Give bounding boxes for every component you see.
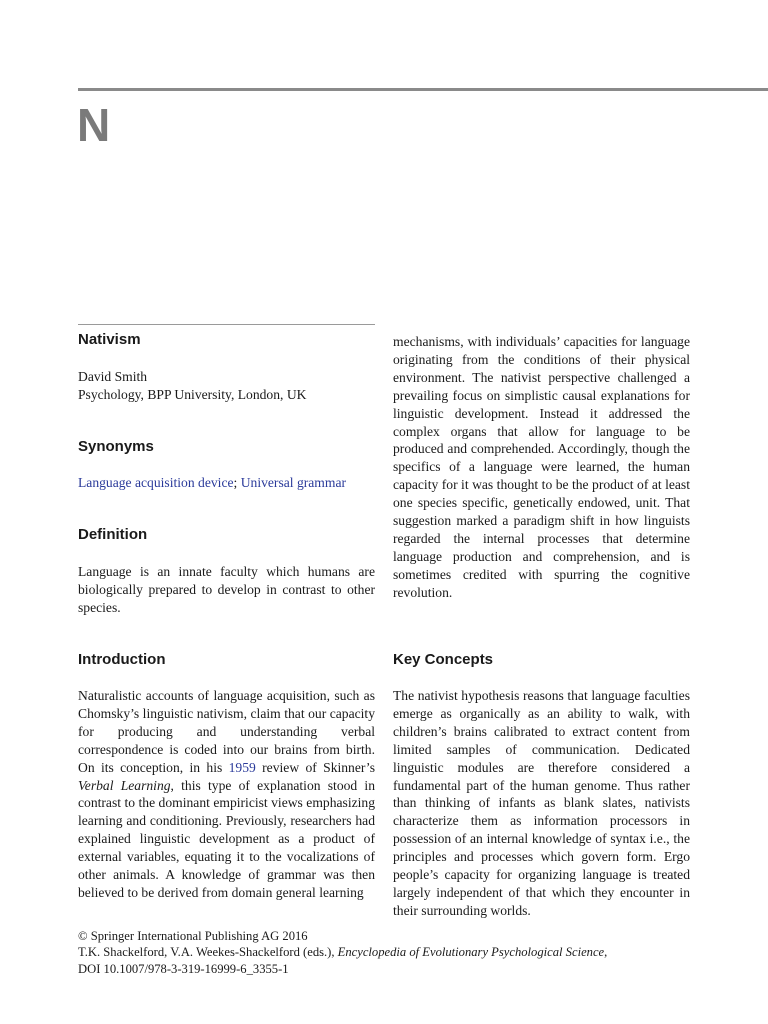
citation-suffix: , — [604, 945, 608, 960]
citation-line — [78, 944, 758, 960]
intro-text-part3: , this type of explanation stood in contrast to the dominant empiricist views emphasizing learning and conditioning. Previously, researchers had explained linguistic development as a product of external variables, equating it to the vocalizations of other animals. A knowledge of grammar was then believed to be derived from domain general learning — [78, 777, 375, 900]
definition-heading: Definition — [78, 526, 148, 543]
citation-book-title: Encyclopedia of Evolutionary Psychological Science — [337, 945, 605, 960]
reference-link-1959[interactable]: 1959 — [228, 759, 256, 775]
entry-title: Nativism — [78, 331, 141, 348]
citation-editors: T.K. Shackelford, V.A. Weekes-Shackelford (eds.), — [78, 945, 338, 960]
doi-line: DOI 10.1007/978-3-319-16999-6_3355-1 — [78, 961, 289, 976]
author-affiliation: Psychology, BPP University, London, UK — [78, 387, 307, 402]
author-name: David Smith — [78, 369, 148, 384]
synonyms-heading: Synonyms — [78, 438, 154, 455]
synonym-link-ug[interactable]: Universal grammar — [240, 475, 347, 490]
intro-text-part2: review of Skinner’s — [255, 759, 375, 775]
continuation-text: mechanisms, with individuals’ capacities for language originating from the conditions of their physical environment. The nativist perspective challenged a prevailing focus on simplistic causal explanations for linguistic development. Instead it addressed the complex organs that allow for language to be produced and comprehended. Accordingly, though the specifics of a language were learned, the human capacity for it was thought to be the product of at least one species specific, genetically endowed, unit. That suggestion marked a paradigm shift in how linguists regarded the internal processes that determine language production and comprehension, and is sometimes credited with spurring the cognitive revolution. — [393, 334, 690, 600]
synonym-separator: ; — [233, 475, 241, 490]
top-rule — [78, 88, 768, 91]
key-concepts-text: The nativist hypothesis reasons that language faculties emerge as organically as an ability to walk, with children’s brains calibrated to extract content from limited samples of communication. Dedicated linguistic modules are therefore considered a fundamental part of the human genome. Thus rather than thinking of infants as blank slates, nativists characterize them as information processors in possession of an internal knowledge of syntax i.e., the principles and processes which govern form. Ergo people’s capacity for organizing language is treated largely independent of that which they encounter in their surrounding worlds. — [393, 688, 690, 918]
key-concepts-heading: Key Concepts — [393, 651, 494, 668]
intro-text-part1: Naturalistic accounts of language acquisition, such as Chomsky’s linguistic nativism, claim that our capacity for producing and understanding verbal correspondence is coded into our brains from birth. On its conception, in his — [78, 688, 375, 775]
introduction-heading: Introduction — [78, 651, 166, 668]
synonym-link-lad[interactable]: Language acquisition device — [78, 475, 234, 490]
chapter-letter: N — [77, 99, 111, 151]
book-title-verbal-learning: Verbal Learning — [78, 777, 171, 793]
definition-text: Language is an innate faculty which humans are biologically prepared to develop in contrast to other species. — [78, 564, 375, 615]
entry-rule — [78, 324, 375, 325]
copyright-line: © Springer International Publishing AG 2016 — [78, 929, 308, 943]
introduction-text — [78, 687, 375, 902]
footer — [78, 928, 758, 977]
synonyms-list — [78, 474, 383, 492]
